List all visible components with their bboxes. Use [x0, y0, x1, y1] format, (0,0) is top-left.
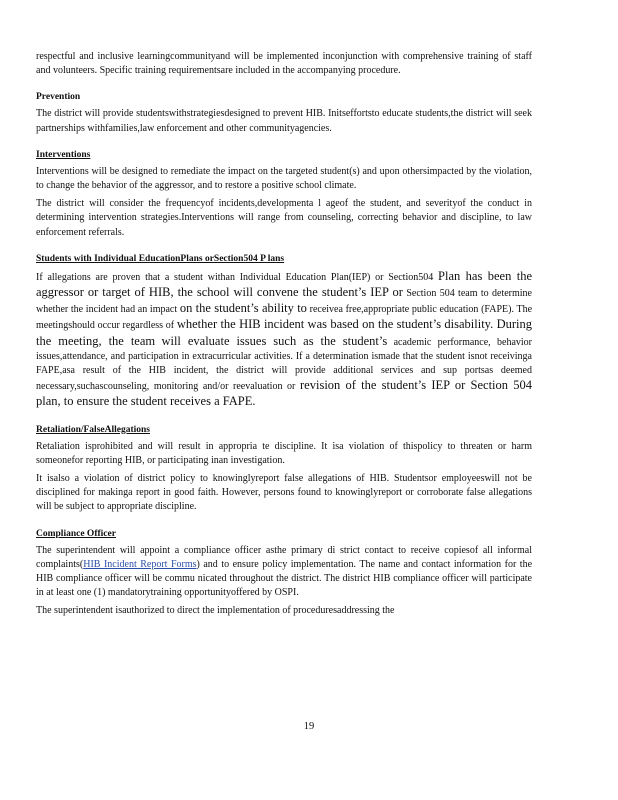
compliance-paragraph-1: [36, 544, 532, 601]
retaliation-paragraph-2: It isalso a violation of district policy to knowinglyreport false allegations of HIB. Studentsor employeeswill not be disciplined for makinga report in good faith. However, persons found to knowinglyreport or corroborate false allegations will be subject to appropriate discipline.: [36, 473, 532, 513]
iep-section: [36, 253, 532, 411]
iep-text-1: If allegations are proven that a student withan Individual Education Plan(IEP) or Section504: [36, 271, 434, 283]
compliance-text-1: The superintendent will appoint a compliance officer asthe primary di strict contact to receive copiesof all informal complaints(: [36, 544, 532, 570]
retaliation-section: [36, 424, 532, 515]
compliance-paragraph-2: The superintendent isauthorized to direct the implementation of proceduresaddressing the: [36, 605, 395, 617]
iep-paragraph: [36, 269, 532, 411]
interventions-section: [36, 149, 532, 240]
iep-text-7: will evaluate issues such as the student’s: [161, 333, 388, 348]
prevention-heading: Prevention: [36, 92, 81, 103]
compliance-text-2: ) and to ensure policy implementation. The name and contact information for the HIB compliance officer will be commu nicated throughout the district. The district HIB compliance officer will participate in at least one (1) mandatorytraining opportunityoffered by OSPI.: [36, 558, 533, 599]
iep-text-4: on the student’s ability to: [179, 301, 307, 316]
hib-incident-report-forms-link[interactable]: HIB Incident Report Forms: [83, 558, 197, 570]
intro-paragraph: respectful and inclusive learningcommunityand will be implemented inconjunction with comprehensive training of staff and volunteers. Specific training requirementsare included in the accompanying procedure.: [36, 51, 532, 77]
prevention-paragraph: The district will provide studentswithstrategiesdesigned to prevent HIB. Initseffortsto educate students,the district will seek partnerships withfamilies,law enforcement and other communityagencies.: [36, 108, 532, 134]
document-page: [36, 50, 532, 619]
iep-heading: Students with Individual EducationPlans orSection504 P lans: [36, 253, 285, 264]
iep-text-9: revision of the student’s IEP or Section 504 plan, to ensure the student receives a FAPE.: [36, 378, 533, 409]
interventions-paragraph-2: The district will consider the frequencyof incidents,developmenta l ageof the student, and severityof the conduct in determining intervention strategies.Interventions will range from counseling, correcting behavior and discipline, to law enforcement referrals.: [36, 198, 532, 238]
iep-text-8: academic performance, behavior issues,attendance, and participation in extracurricular activities. If a determination ismade that the student isnot receivinga FAPE,asa result of the HIB incident, the district will provide additional services and sup portsas deemed necessary,suchascounseling, monitoring and/or reevaluation or: [36, 336, 532, 393]
compliance-heading: Compliance Officer: [36, 528, 116, 539]
iep-text-2: Plan has been the aggressor or target of HIB, the school will convene the student’s IEP or: [36, 268, 532, 300]
page-number: 19: [303, 721, 315, 732]
retaliation-heading: Retaliation/FalseAllegations: [36, 424, 150, 435]
iep-text-3: Section 504 team to determine whether the incident had an impact: [36, 288, 532, 316]
interventions-paragraph-1: Interventions will be designed to remediate the impact on the targeted student(s) and upon othersimpacted by the violation, to change the behavior of the aggressor, and to restore a positive school climate.: [36, 165, 532, 192]
compliance-section: [36, 528, 532, 619]
iep-text-6: whether the HIB incident was based on the student’s disability. During the meeting, the team: [36, 317, 532, 348]
iep-text-5: receivea free,appropriate public education (FAPE). The meetingshould occur regardless of: [36, 304, 533, 332]
prevention-section: [36, 91, 532, 135]
retaliation-paragraph-1: Retaliation isprohibited and will result in appropria te discipline. It isa violation of thispolicy to threaten or harm someonefor reporting HIB, or participating inan investigation.: [36, 440, 532, 466]
interventions-heading: Interventions: [36, 149, 91, 160]
